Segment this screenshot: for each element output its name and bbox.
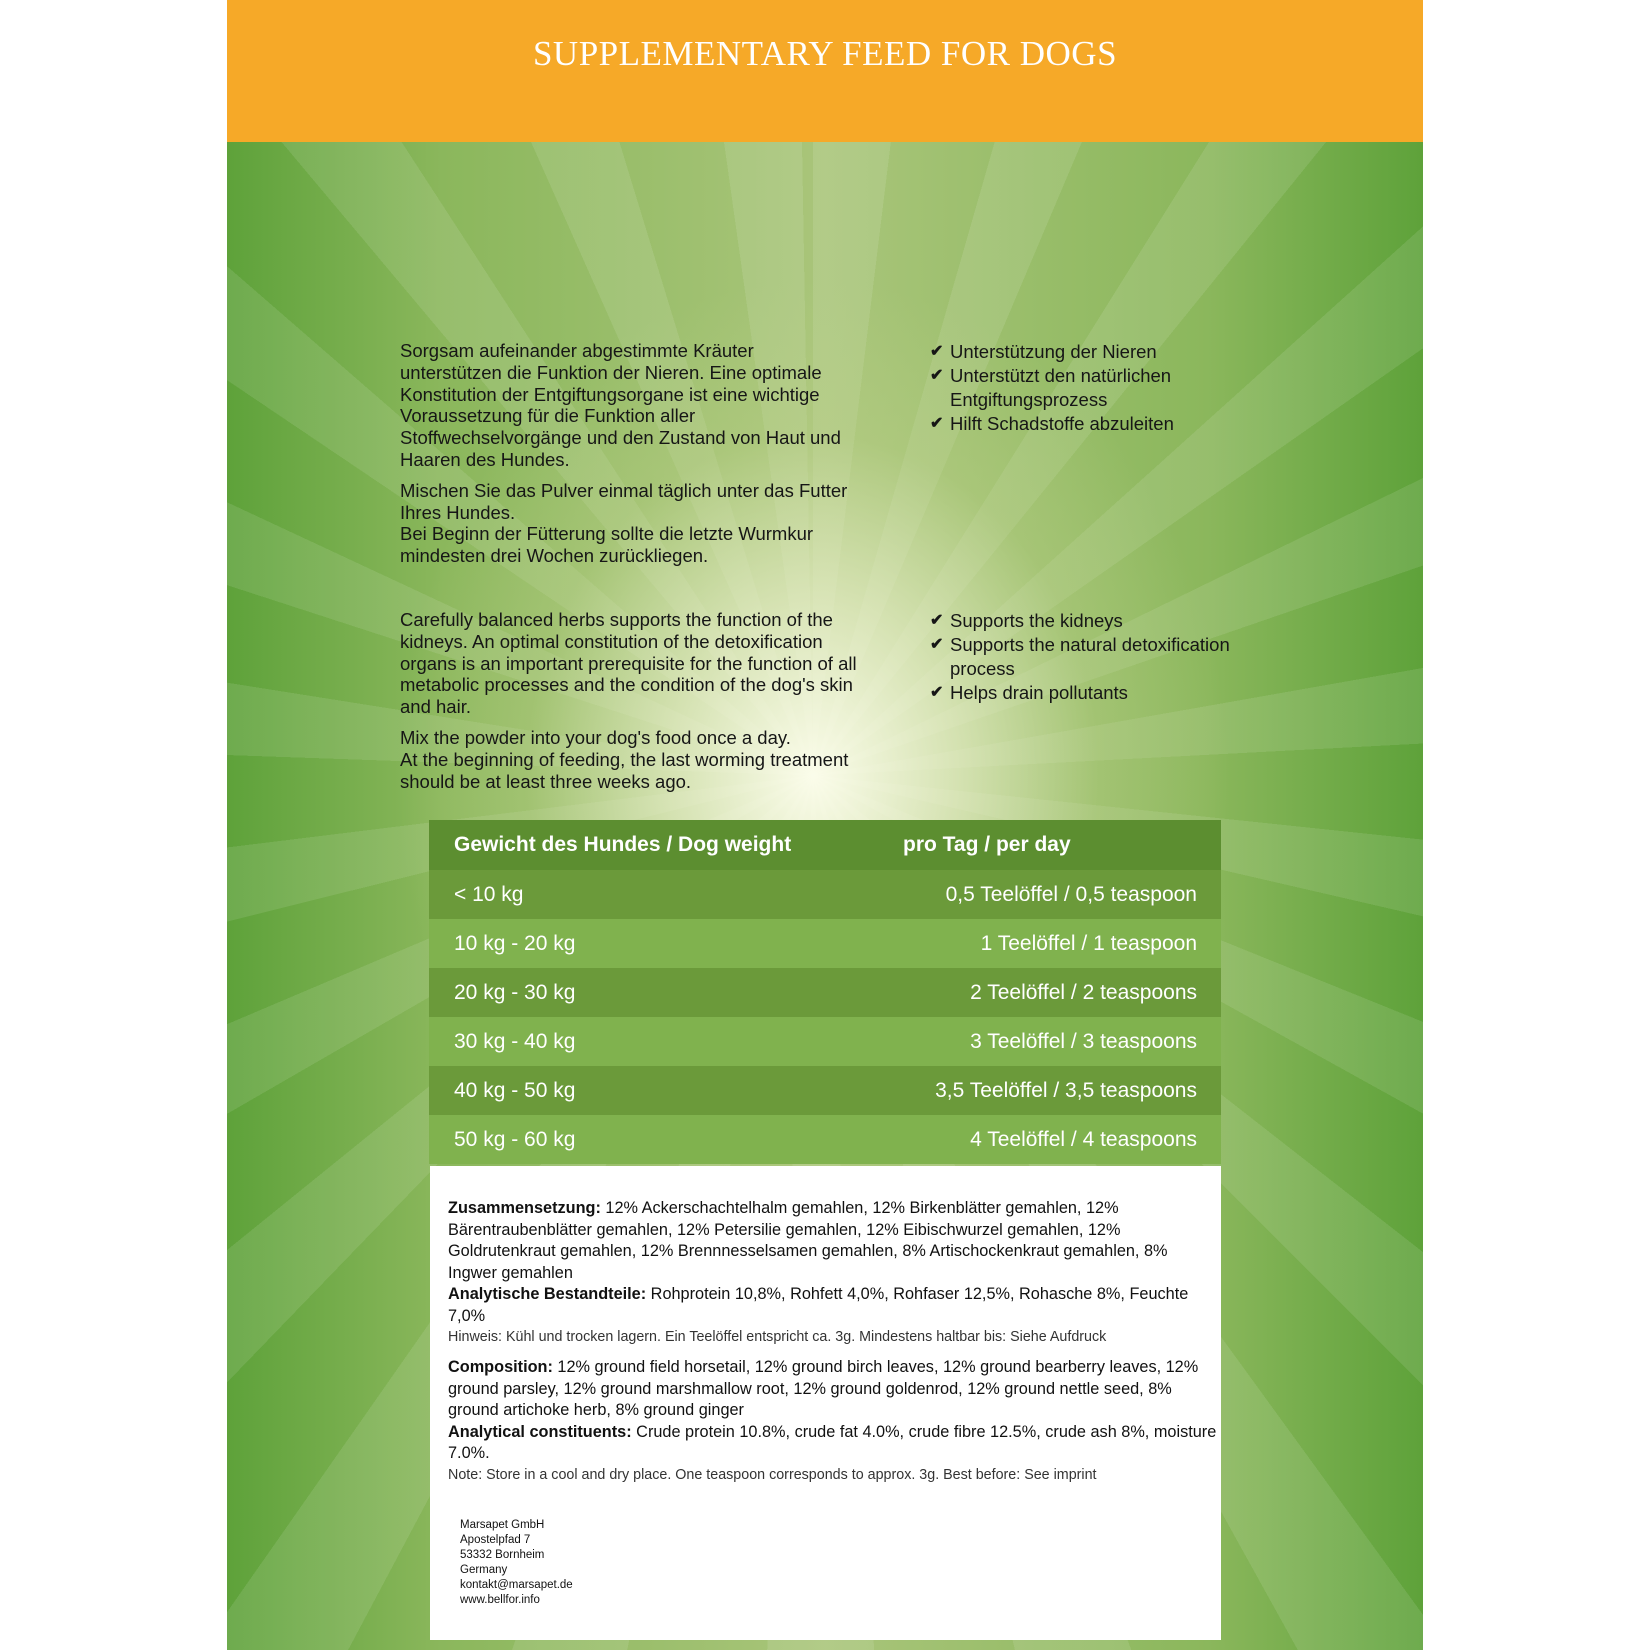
- header-banner: [227, 0, 1423, 142]
- table-row: [429, 1066, 1221, 1115]
- german-paragraph-1: Sorgsam aufeinander abgestimmte Kräuter unterstützen die Funktion der Nieren. Eine optimale Konstitution der Entgiftungsorgane ist eine wichtige Voraussetzung für die Funktion aller Stoffwechselvorgänge und den Zustand von Haut und Haaren des Hundes.: [400, 340, 841, 470]
- table-row: [429, 968, 1221, 1017]
- list-item: ✔ Supports the natural detoxification process: [930, 634, 1230, 679]
- composition-de: [448, 1198, 1218, 1284]
- analytic-en-label: Analytical constituents:: [448, 1422, 632, 1441]
- weight-cell: 40 kg - 50 kg: [454, 1078, 576, 1102]
- note-en: Note: Store in a cool and dry place. One teaspoon corresponds to approx. 3g. Best before: See imprint: [448, 1466, 1097, 1483]
- weight-cell: 20 kg - 30 kg: [454, 980, 576, 1004]
- list-item: ✔ Supports the kidneys: [930, 610, 1123, 631]
- address-line: Marsapet GmbH: [460, 1519, 545, 1531]
- english-description: [400, 609, 860, 792]
- composition-en-label: Composition:: [448, 1358, 553, 1376]
- analytic-de-text: Rohprotein 10,8%, Rohfett 4,0%, Rohfaser 12,5%, Rohasche 8%, Feuchte 7,0%: [448, 1285, 1189, 1325]
- column-header-weight: Gewicht des Hundes / Dog weight: [454, 833, 792, 856]
- composition-text: [448, 1198, 1218, 1485]
- weight-cell: 50 kg - 60 kg: [454, 1127, 576, 1151]
- page-title: SUPPLEMENTARY FEED FOR DOGS: [532, 34, 1118, 73]
- german-description: [400, 340, 850, 567]
- english-usage-line-1: Mix the powder into your dog's food once a day.: [400, 726, 791, 748]
- check-mark-icon: ✔: [930, 343, 944, 360]
- german-usage-line-1: Mischen Sie das Pulver einmal täglich unter das Futter Ihres Hundes.: [400, 479, 848, 523]
- composition-box: [430, 1166, 1221, 1640]
- composition-de-text: 12% Ackerschachtelhalm gemahlen, 12% Birkenblätter gemahlen, 12% Bärentraubenblätter gemahlen, 12% Petersilie gemahlen, 12% Eibischwurzel gemahlen, 12% Goldrutenkraut gemahlen, 12% Brennnesselsamen gemahlen, 8% Artischockenkraut gemahlen, 8% Ingwer gemahlen: [448, 1199, 1168, 1282]
- table-row: [429, 1115, 1221, 1164]
- list-item: ✔ Helps drain pollutants: [930, 682, 1128, 703]
- email-link[interactable]: kontakt@marsapet.de: [460, 1579, 573, 1591]
- list-item: ✔ Unterstützung der Nieren: [930, 341, 1157, 362]
- check-mark-icon: ✔: [930, 636, 944, 653]
- list-item: ✔ Hilft Schadstoffe abzuleiten: [930, 413, 1174, 434]
- note-de: Hinweis: Kühl und trocken lagern. Ein Teelöffel entspricht ca. 3g. Mindestens haltbar bis: Siehe Aufdruck: [448, 1329, 1107, 1345]
- german-usage-line-2: Bei Beginn der Fütterung sollte die letzte Wurmkur mindesten drei Wochen zurückliegen.: [400, 523, 814, 567]
- dose-cell: 0,5 Teelöffel / 0,5 teaspoon: [945, 882, 1197, 906]
- dose-cell: 3 Teelöffel / 3 teaspoons: [970, 1029, 1197, 1053]
- table-row: [429, 870, 1221, 919]
- english-benefits-list: [930, 609, 1270, 705]
- composition-en: [448, 1357, 1218, 1422]
- dose-cell: 4 Teelöffel / 4 teaspoons: [970, 1127, 1197, 1151]
- table-row: [429, 919, 1221, 968]
- company-address: [460, 1518, 573, 1608]
- english-paragraph-1: Carefully balanced herbs supports the function of the kidneys. An optimal constitution of the detoxification organs is an important prerequisite for the function of all metabolic processes and the condition of the dog's skin and hair.: [400, 609, 857, 718]
- dose-cell: 1 Teelöffel / 1 teaspoon: [980, 931, 1197, 955]
- weight-cell: 30 kg - 40 kg: [454, 1029, 576, 1053]
- address-line: Germany: [460, 1564, 508, 1576]
- analytic-de-label: Analytische Bestandteile:: [448, 1285, 647, 1303]
- address-line: 53332 Bornheim: [460, 1549, 545, 1561]
- check-mark-icon: ✔: [930, 612, 944, 629]
- dose-cell: 3,5 Teelöffel / 3,5 teaspoons: [935, 1078, 1197, 1102]
- product-panel: [227, 0, 1423, 1650]
- table-header-row: [429, 820, 1221, 870]
- address-line: Apostelpfad 7: [460, 1534, 531, 1546]
- check-mark-icon: ✔: [930, 415, 944, 432]
- german-benefits-list: [930, 340, 1230, 436]
- weight-cell: 10 kg - 20 kg: [454, 931, 576, 955]
- list-item: ✔ Unterstützt den natürlichen Entgiftungsprozess: [930, 365, 1172, 410]
- check-mark-icon: ✔: [930, 684, 944, 701]
- analytic-de: [448, 1284, 1218, 1327]
- dosage-table: [429, 820, 1221, 1164]
- check-mark-icon: ✔: [930, 367, 944, 384]
- analytic-en: [448, 1422, 1218, 1465]
- dose-cell: 2 Teelöffel / 2 teaspoons: [970, 980, 1197, 1004]
- english-usage-line-2: At the beginning of feeding, the last worming treatment should be at least three weeks ago.: [400, 748, 849, 792]
- column-header-dose: pro Tag / per day: [903, 833, 1071, 856]
- weight-cell: < 10 kg: [454, 882, 524, 906]
- analytic-en-text: Crude protein 10.8%, crude fat 4.0%, crude fibre 12.5%, crude ash 8%, moisture 7.0%.: [448, 1422, 1217, 1462]
- composition-en-text: 12% ground field horsetail, 12% ground birch leaves, 12% ground bearberry leaves, 12% ground parsley, 12% ground marshmallow root, 12% ground goldenrod, 12% ground nettle seed, 8% ground artichoke herb, 8% ground ginger: [448, 1358, 1199, 1419]
- table-row: [429, 1017, 1221, 1066]
- composition-de-label: Zusammensetzung:: [448, 1199, 601, 1217]
- website-link[interactable]: www.bellfor.info: [460, 1594, 540, 1606]
